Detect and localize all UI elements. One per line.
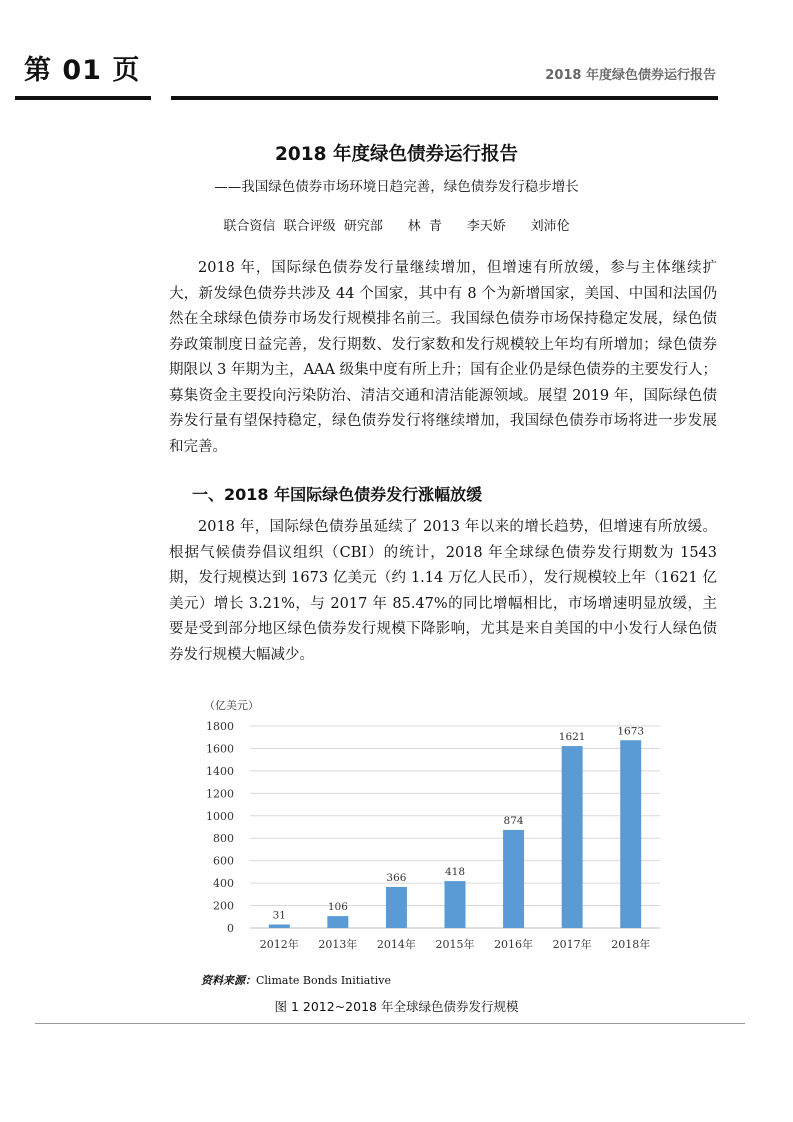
source-note: [201, 972, 391, 988]
page-number-label: 第 01 页: [24, 55, 141, 86]
summary-paragraph: 2018 年，国际绿色债券发行量继续增加，但增速有所放缓，参与主体继续扩大，新发绿色债券共涉及 44 个国家，其中有 8 个为新增国家，美国、中国和法国仍然在全球绿色债券市场发行规模排名前三。我国绿色债券市场保持稳定发展，绿色债券政策制度日益完善，发行期数、发行家数和发行规模较上年均有所增加；绿色债券期限以 3 年期为主，AAA 级集中度有所上升；国有企业仍是绿色债券的主要发行人；募集资金主要投向污染防治、清洁交通和清洁能源领域。展望 2019 年，国际绿色债券发行量有望保持稳定，绿色债券发行将继续增加，我国绿色债券市场将进一步发展和完善。: [169, 260, 717, 455]
authors-line: 联合资信 联合评级 研究部 林 青 李天娇 刘沛伦: [223, 219, 570, 234]
y-tick-label: 600: [213, 854, 234, 868]
source-label: 资料来源：: [201, 974, 256, 987]
x-tick-label: 2015年: [435, 938, 475, 951]
y-tick-label: 0: [227, 922, 234, 935]
data-label: 418: [444, 866, 466, 879]
x-tick-label: 2017年: [552, 938, 592, 951]
document-subtitle: ——我国绿色债券市场环境日趋完善，绿色债券发行稳步增长: [214, 179, 579, 195]
bar: [562, 746, 583, 928]
bar: [269, 925, 290, 928]
section-paragraph: 2018 年，国际绿色债券虽延续了 2013 年以来的增长趋势，但增速有所放缓。根据气候债券倡议组织（CBI）的统计，2018 年全球绿色债券发行期数为 1543 期，发行规模达到 1673 亿美元（约 1.14 万亿人民币），发行规模较上年（1621 亿美元）增长 3.21%，与 2017 年 85.47%的同比增幅相比，市场增速明显放缓，主要是受到部分地区绿色债券发行规模下降影响，尤其是来自美国的中小发行人绿色债券发行规模大幅减少。: [169, 519, 717, 663]
data-label: 1673: [617, 725, 645, 738]
figure-caption: 图 1 2012~2018 年全球绿色债券发行规模: [274, 999, 519, 1014]
x-tick-label: 2018年: [611, 938, 651, 951]
x-tick-label: 2016年: [494, 938, 534, 951]
y-tick-label: 1200: [206, 787, 234, 801]
source-text: Climate Bonds Initiative: [256, 974, 391, 987]
bar: [503, 830, 524, 928]
y-tick-label: 200: [213, 899, 234, 913]
header-rule-left: [15, 96, 151, 100]
section-heading: 一、2018 年国际绿色债券发行涨幅放缓: [192, 485, 483, 504]
bar: [327, 916, 348, 928]
issuance-bar-chart: [190, 690, 670, 960]
y-tick-label: 1800: [206, 720, 234, 733]
data-label: 366: [386, 871, 407, 884]
x-tick-label: 2014年: [376, 938, 416, 951]
bar: [386, 887, 407, 928]
document-title: 2018 年度绿色债券运行报告: [275, 144, 518, 165]
y-tick-label: 1600: [206, 742, 234, 756]
data-label: 874: [503, 814, 524, 827]
y-tick-label: 1400: [206, 764, 234, 778]
x-tick-label: 2012年: [259, 938, 299, 951]
footer-rule: [35, 1023, 745, 1024]
bar: [445, 881, 466, 928]
data-label: 1621: [558, 731, 586, 744]
y-tick-label: 400: [213, 877, 234, 891]
header-rule-right: [171, 96, 718, 100]
data-label: 31: [272, 909, 286, 922]
y-tick-label: 1000: [206, 809, 234, 823]
data-label: 106: [327, 901, 348, 914]
x-tick-label: 2013年: [318, 938, 358, 951]
running-header-title: 2018 年度绿色债券运行报告: [545, 68, 716, 83]
y-axis-unit-label: （亿美元）: [204, 699, 259, 712]
y-tick-label: 800: [213, 832, 234, 846]
bar: [620, 740, 641, 928]
